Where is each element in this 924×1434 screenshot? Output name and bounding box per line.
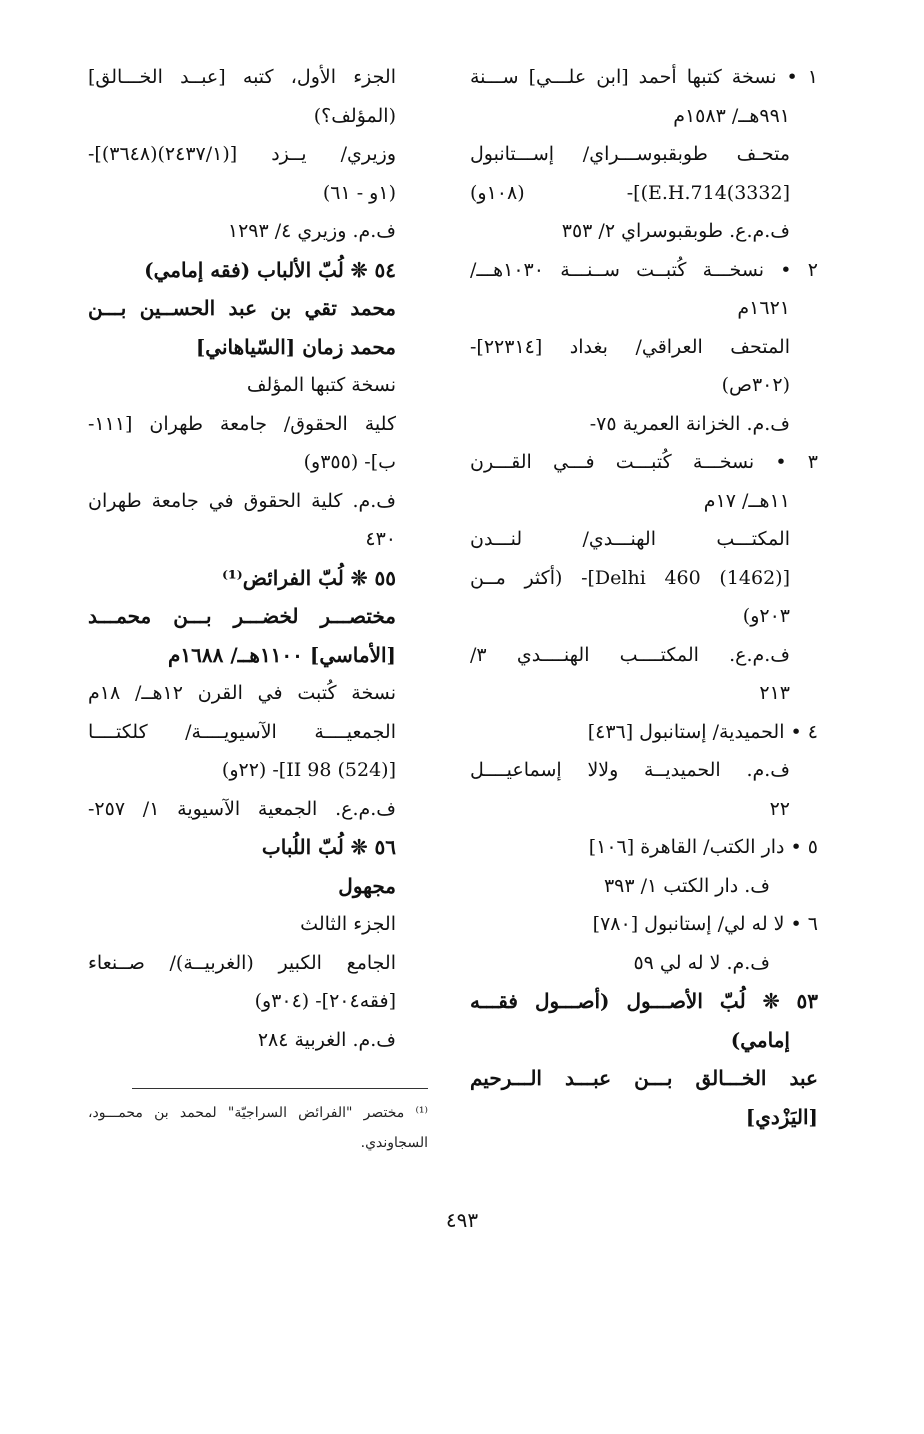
- text-line: ف.م.ع. طوبقبوسراي ٢/ ٣٥٣: [561, 220, 790, 242]
- text-line: متحـف طوبقبوســـراي/ إســـتانبول: [470, 143, 790, 165]
- text-line: ٥٤ ❊ لُبّ الألباب (فقه إمامي): [144, 257, 396, 282]
- footnote-line: السجاوندي.: [360, 1135, 428, 1151]
- text-line: ٥ • دار الكتب/ القاهرة [١٠٦]: [588, 836, 818, 858]
- text-line: [الأماسي] ١١٠٠هــ/ ١٦٨٨م: [168, 642, 396, 667]
- text-line: ف.م.ع. المكتــــب الهنــــدي ٣/: [470, 643, 790, 666]
- text-line: ٩٩١هــ/ ١٥٨٣م: [673, 104, 790, 127]
- text-line: المتحف العراقي/ بغداد [٢٢٣١٤]-: [470, 335, 790, 358]
- text-line: ٣ • نسخـــة كُتبـــت فـــي القـــرن: [470, 451, 818, 473]
- text-line: ف.م. كلية الحقوق في جامعة طهران: [88, 489, 396, 512]
- text-line: [3332)E.H.714)]- (١٠٨و): [470, 181, 790, 204]
- text-line: ف.م. الخزانة العمرية ٧٥-: [589, 412, 790, 435]
- text-line: ف.م. لا له لي ٥٩: [633, 951, 770, 974]
- text-line: ٥٦ ❊ لُبّ اللُباب: [261, 835, 396, 859]
- text-line: ٤ • الحميدية/ إستانبول [٤٣٦]: [587, 720, 818, 743]
- text-line: الجزء الأول، كتبه [عبــد الخـــالق]: [88, 66, 396, 88]
- text-line: [اليَزْدي]: [745, 1104, 818, 1129]
- text-line: ١ • نسخة كتبها أحمد [ابن علـــي] ســـنة: [470, 66, 818, 88]
- text-line: ف.م. الحميديــة ولالا إسماعيــــل: [470, 759, 790, 781]
- text-line: الجمعيــــة الآسيويــــة/ كلكتــــا: [88, 720, 396, 743]
- text-line: الجزء الثالث: [300, 913, 396, 935]
- text-line: نسخة كُتبت في القرن ١٢هــ/ ١٨م: [88, 682, 396, 704]
- text-line: كلية الحقوق/ جامعة طهران [١١١-: [88, 412, 396, 435]
- text-line: إمامي): [730, 1027, 790, 1052]
- text-line: (١و - ٦١): [322, 181, 396, 204]
- text-line: [II 98 (524)]- (٢٢و): [221, 759, 396, 781]
- text-line: نسخة كتبها المؤلف: [246, 374, 396, 396]
- text-line: ٤٣٠: [365, 528, 396, 550]
- text-line: محمد تقي بن عبد الحســين بـــن: [88, 296, 396, 320]
- text-line: مختصـــر لخضـــر بـــن محمـــد: [88, 604, 396, 628]
- text-line: ف. دار الكتب ١/ ٣٩٣: [603, 874, 770, 897]
- text-line: [فقه٢٠٤]- (٣٠٤و): [254, 990, 396, 1012]
- text-line: الجامع الكبير (الغربيــة)/ صــنعاء: [88, 951, 396, 974]
- text-line: (المؤلف؟): [313, 104, 396, 127]
- text-line: ١١هــ/ ١٧م: [703, 489, 790, 512]
- text-line: مجهول: [338, 873, 396, 898]
- footnote: [88, 1098, 428, 1158]
- text-line: ٥٣ ❊ لُبّ الأصـــول (أصـــول فقـــه: [470, 989, 818, 1013]
- text-line: ف.م. وزيري ٤/ ١٢٩٣: [227, 220, 396, 242]
- text-line: المكتـــب الهنـــدي/ لنـــدن: [470, 528, 790, 550]
- left-column: [88, 58, 396, 1059]
- text-line: وزيري/ يــزد [(٢٤٣٧/١)(٣٦٤٨)]-: [88, 143, 396, 165]
- page-number: ٤٩٣: [445, 1208, 479, 1232]
- text-line: [Delhi 460 (1462)]- (أكثر مــن: [470, 566, 791, 589]
- text-line: محمد زمان [السّياهاني]: [195, 334, 396, 359]
- text-line: ب]- (٣٥٥و): [303, 451, 396, 473]
- text-line: عبد الخـــالق بـــن عبـــد الـــرحيم: [470, 1066, 818, 1090]
- text-line: ٢ • نسخـــة كُتبــت ســنـــة ١٠٣٠هـــ/: [470, 258, 818, 281]
- text-line: ١٦٢١م: [737, 297, 790, 319]
- footnote-separator: [132, 1088, 428, 1089]
- text-line: ف.م. الغربية ٢٨٤: [257, 1028, 396, 1051]
- right-column: [470, 58, 818, 1136]
- text-line: ٢٢: [769, 797, 790, 820]
- footnote-line: ⁽¹⁾ مختصر "الفرائض السراجيّة" لمحمد بن محمـــود،: [88, 1105, 428, 1121]
- text-line: ف.م.ع. الجمعية الآسيوية ١/ ٢٥٧-: [88, 797, 396, 820]
- text-line: ٢٠٣و): [742, 605, 790, 627]
- text-line: ٢١٣: [759, 682, 790, 704]
- text-line: ٥٥ ❊ لُبّ الفرائض⁽¹⁾: [222, 565, 396, 590]
- text-line: ٦ • لا له لي/ إستانبول [٧٨٠]: [592, 913, 818, 935]
- text-line: (٣٠٢ص): [721, 374, 790, 396]
